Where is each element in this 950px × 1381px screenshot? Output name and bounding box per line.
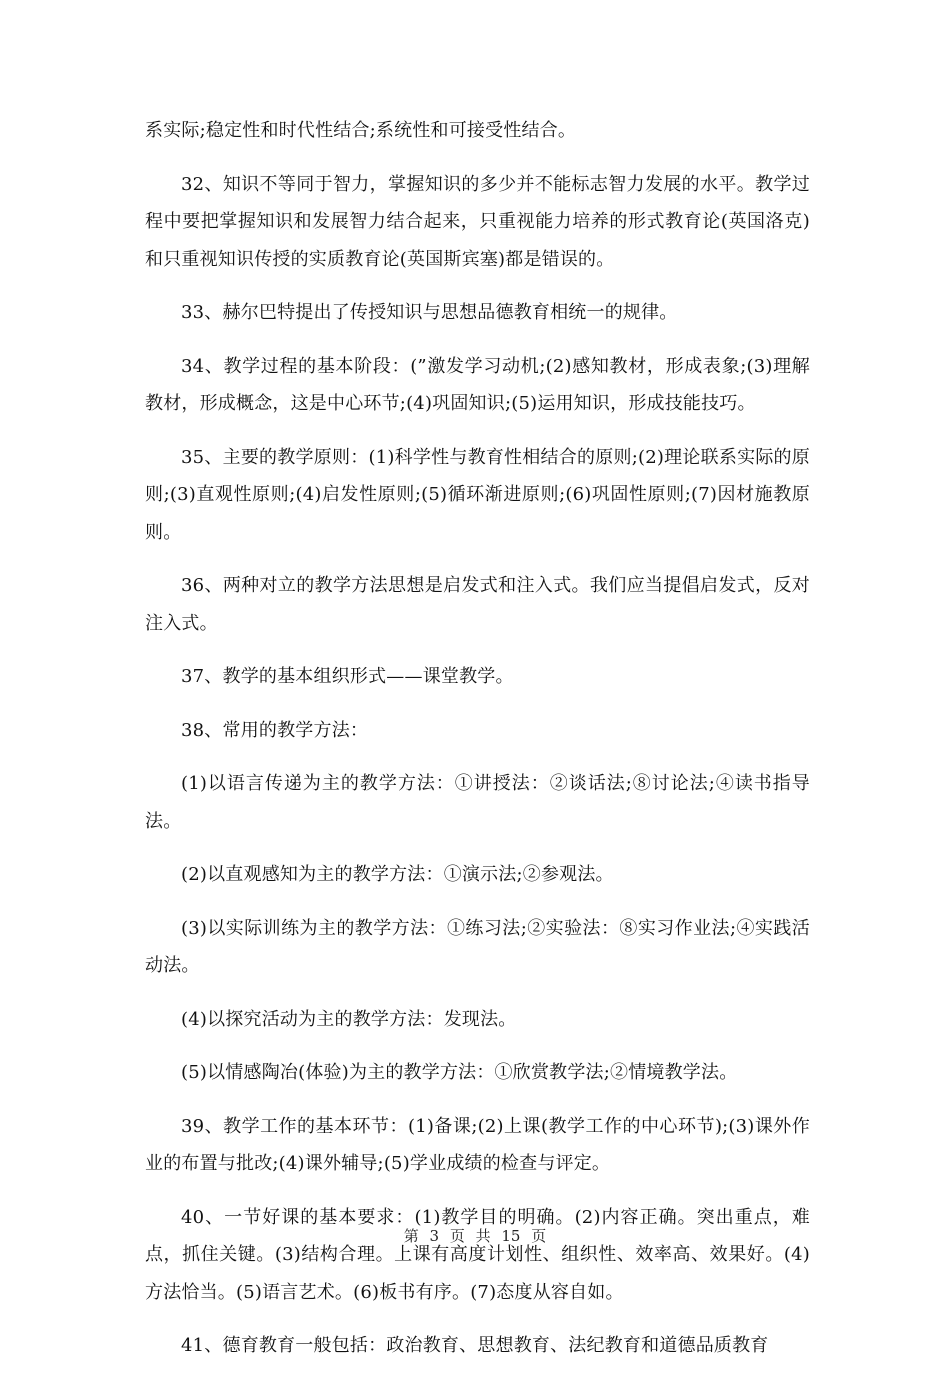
paragraph-32: 32、知识不等同于智力，掌握知识的多少并不能标志智力发展的水平。教学过程中要把掌握知识和发展智力结合起来，只重视能力培养的形式教育论(英国洛克)和只重视知识传授的实质教育论(英国斯宾塞)都是错误的。 [145, 173, 810, 270]
paragraph-38-item-5: (5)以情感陶冶(体验)为主的教学方法：①欣赏教学法;②情境教学法。 [181, 1062, 738, 1083]
paragraph-38: 38、常用的教学方法： [181, 719, 369, 741]
document-body [145, 112, 810, 1381]
paragraph-37: 37、教学的基本组织形式——课堂教学。 [181, 666, 514, 687]
paragraph-38-item-4: (4)以探究活动为主的教学方法：发现法。 [181, 1008, 517, 1030]
paragraph-40: 40、一节好课的基本要求：(1)教学目的明确。(2)内容正确。突出重点，难点，抓住关键。(3)结构合理。上课有高度计划性、组织性、效率高、效果好。(4)方法恰当。(5)语言艺术。(6)板书有序。(7)态度从容自如。 [145, 1206, 810, 1303]
paragraph-continuation: 系实际;稳定性和时代性结合;系统性和可接受性结合。 [145, 120, 577, 141]
paragraph-35: 35、主要的教学原则：(1)科学性与教育性相结合的原则;(2)理论联系实际的原则;(3)直观性原则;(4)启发性原则;(5)循环渐进原则;(6)巩固性原则;(7)因材施教原则。 [145, 446, 810, 543]
paragraph-38-item-1: (1)以语言传递为主的教学方法：①讲授法：②谈话法;⑧讨论法;④读书指导法。 [145, 773, 810, 832]
paragraph-33: 33、赫尔巴特提出了传授知识与思想品德教育相统一的规律。 [181, 302, 678, 323]
page-footer [0, 1226, 950, 1246]
page-number-label: 第 3 页 共 15 页 [403, 1227, 547, 1245]
paragraph-36: 36、两种对立的教学方法思想是启发式和注入式。我们应当提倡启发式，反对注入式。 [145, 575, 810, 634]
paragraph-41: 41、德育教育一般包括：政治教育、思想教育、法纪教育和道德品质教育 [181, 1335, 769, 1356]
paragraph-34: 34、教学过程的基本阶段：(”激发学习动机;(2)感知教材，形成表象;(3)理解教材，形成概念，这是中心环节;(4)巩固知识;(5)运用知识，形成技能技巧。 [145, 355, 810, 414]
paragraph-39: 39、教学工作的基本环节：(1)备课;(2)上课(教学工作的中心环节);(3)课外作业的布置与批改;(4)课外辅导;(5)学业成绩的检查与评定。 [145, 1115, 810, 1174]
paragraph-38-item-2: (2)以直观感知为主的教学方法：①演示法;②参观法。 [181, 864, 614, 885]
paragraph-38-item-3: (3)以实际训练为主的教学方法：①练习法;②实验法：⑧实习作业法;④实践活动法。 [145, 917, 810, 976]
